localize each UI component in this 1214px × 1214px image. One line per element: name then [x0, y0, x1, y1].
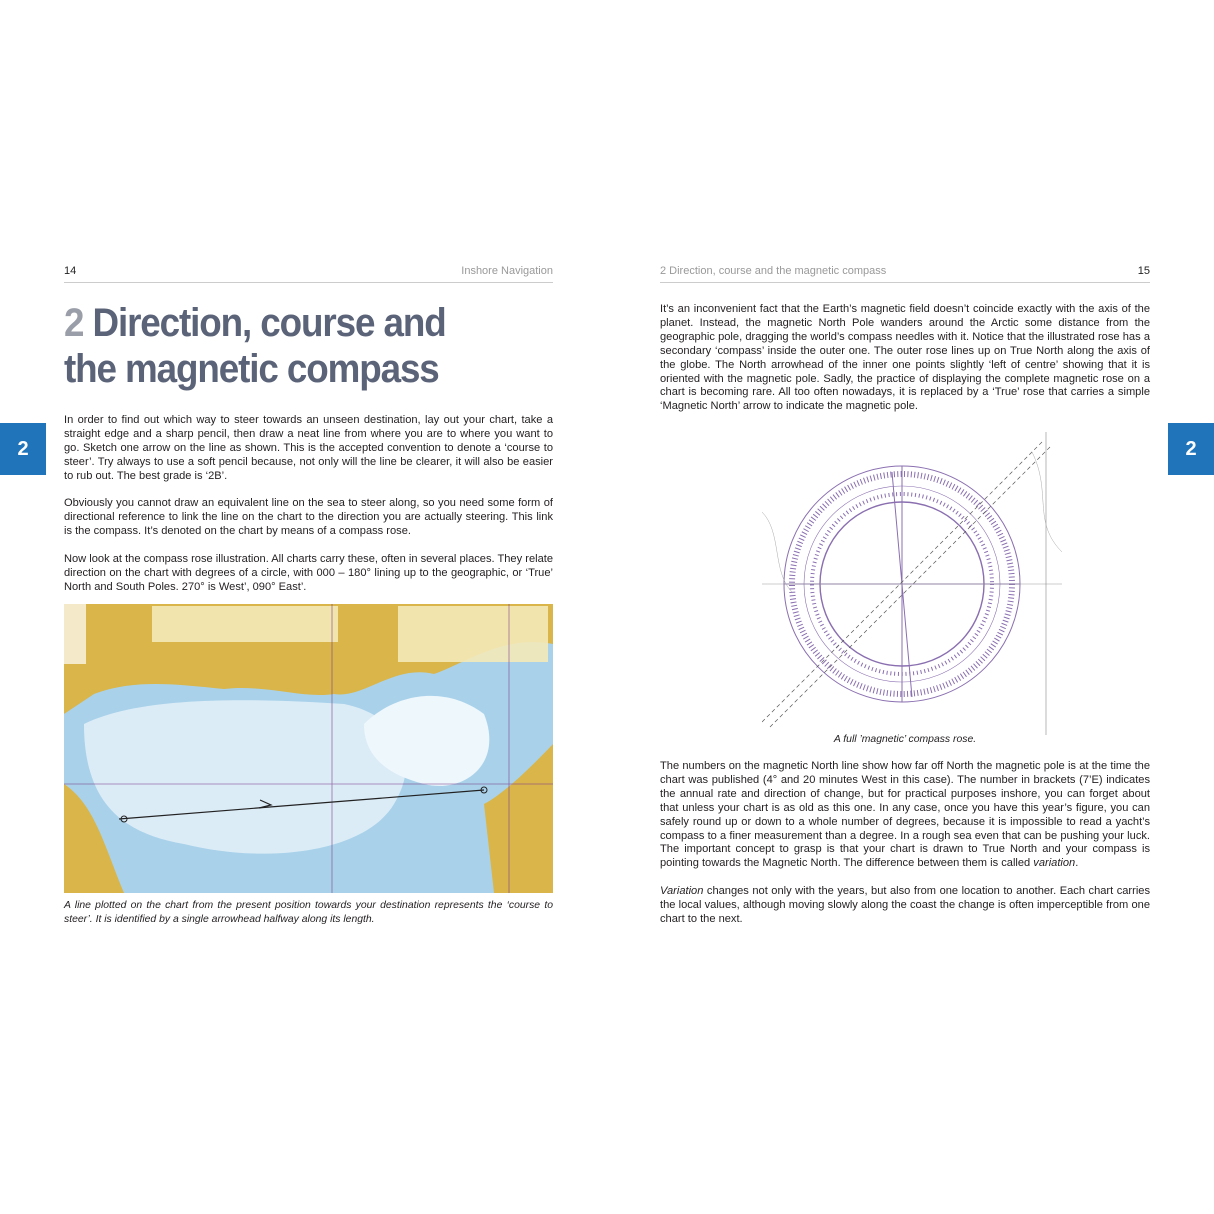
right-page-header — [660, 265, 1150, 283]
page-number: 14 — [64, 265, 77, 277]
running-head: Inshore Navigation — [461, 265, 553, 277]
nautical-chart-figure — [64, 604, 553, 893]
running-head: 2 Direction, course and the magnetic compass — [660, 265, 887, 277]
paragraph: In order to find out which way to steer towards an unseen destination, lay out your chart, take a straight edge and a sharp pencil, then draw a neat line from where you are to where you want to go. Sketch one arrow on the line as shown. This is the accepted convention to denote a ‘course to steer’. Try always to use a soft pencil because, not only will the line be clearer, it will also be easier to rub out. The best grade is ‘2B’. — [64, 414, 553, 482]
title-line-2: the magnetic compass — [64, 347, 439, 391]
compass-rose-figure — [762, 432, 1062, 735]
title-line-1: Direction, course and — [92, 301, 446, 345]
paragraph-end: . — [1075, 857, 1079, 870]
paragraph-text: The numbers on the magnetic North line show how far off North the magnetic pole is at the time the chart was published (4° and 20 minutes West in this case). The number in brackets (7’E) indicates the annual rate and direction of change, but for practical purposes inshore, you can forget about that unless your chart is as old as this one. In any case, once you have this year’s figure, you can safely round up or down to a whole number of degrees, because it is impossible to read a yacht’s compass to a finer measurement than a degree. In a rough sea even that can be pushing your luck. The important concept to grasp is that your chart is drawn to True North and your compass is pointing towards the Magnetic North. The difference between them is called — [660, 760, 1150, 870]
paragraph: Now look at the compass rose illustration. All charts carry these, often in several places. They relate direction on the chart with degrees of a circle, with 000 – 180° lining up to the geographic, or ‘True’ North and South Poles. 270° is West’, 090° East’. — [64, 553, 553, 593]
paragraph — [660, 885, 1150, 927]
figure-caption: A line plotted on the chart from the present position towards your destination represents the ‘course to steer’. It is identified by a single arrowhead halfway along its length. — [64, 900, 553, 925]
paragraph: It’s an inconvenient fact that the Earth’s magnetic field doesn’t coincide exactly with the axis of the planet. Instead, the magnetic North Pole wanders around the Arctic some distance from the geographic pole, dragging the world’s compass needles with it. Notice that the illustrated rose has a secondary ‘compass’ inside the outer one. The outer rose lines up on True North along the axis of the globe. The North arrowhead of the inner one points slightly ‘left of centre’ showing that it is oriented with the magnetic pole. Sadly, the practice of displaying the complete magnetic rose on a chart is becoming rare. All too often nowadays, it is replaced by a ‘True’ rose that carries a simple ‘Magnetic North’ arrow to indicate the magnetic pole. — [660, 303, 1150, 413]
term-variation: variation — [1033, 857, 1076, 870]
paragraph-text: changes not only with the years, but also from one location to another. Each chart carries the local values, although moving slowly along the coast the change is often imperceptible from one chart to the next. — [660, 885, 1150, 925]
chapter-tab-right: 2 — [1168, 423, 1214, 475]
page-number: 15 — [1137, 265, 1150, 277]
paragraph: Obviously you cannot draw an equivalent line on the sea to steer along, so you need some form of directional reference to link the line on the chart to the direction you are actually steering. This link is the compass. It’s denoted on the chart by means of a compass rose. — [64, 497, 553, 537]
chapter-number: 2 — [64, 301, 84, 345]
paragraph — [660, 760, 1150, 871]
chapter-tab-left: 2 — [0, 423, 46, 475]
chapter-title — [64, 300, 446, 392]
term-variation: Variation — [660, 885, 704, 897]
left-page-header — [64, 265, 553, 283]
figure-caption: A full ’magnetic’ compass rose. — [833, 734, 977, 745]
